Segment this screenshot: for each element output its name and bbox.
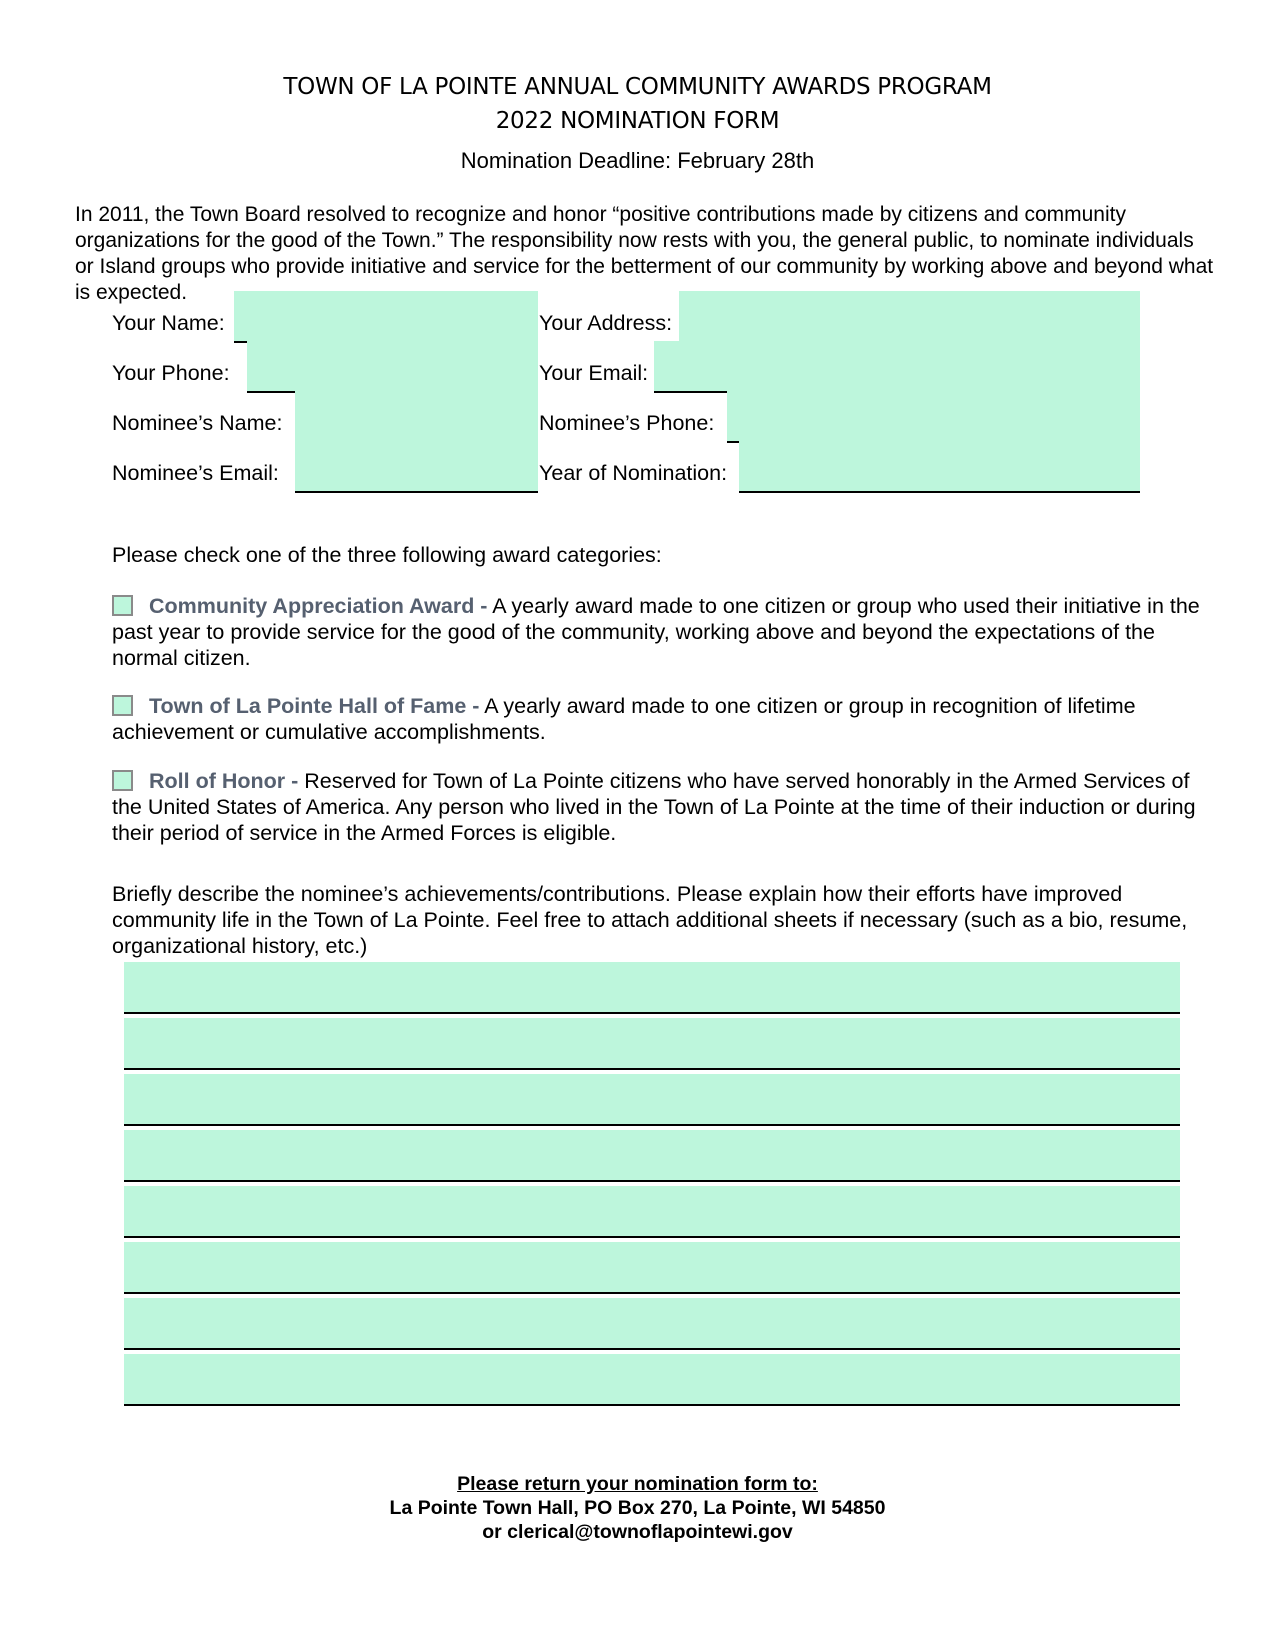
row-phone-email [112, 341, 1194, 393]
your-email-field[interactable] [654, 341, 1140, 393]
award-roll-of-honor [112, 768, 1202, 846]
nominee-name-field[interactable] [295, 391, 538, 443]
community-appreciation-checkbox[interactable] [112, 595, 133, 616]
award-title: Town of La Pointe Hall of Fame - [149, 694, 480, 718]
year-of-nomination-label: Year of Nomination: [539, 461, 728, 485]
your-address-label: Your Address: [539, 311, 673, 335]
award-title: Roll of Honor - [149, 769, 299, 793]
nominee-name-label: Nominee’s Name: [112, 411, 283, 435]
your-phone-field[interactable] [247, 341, 538, 393]
award-title: Community Appreciation Award - [149, 594, 488, 618]
award-description: Reserved for Town of La Pointe citizens who have served honorably in the Armed Services of the United States of America. Any person who lived in the Town of La Pointe at the time of their induction or during their period of service in the Armed Forces is eligible. [112, 769, 1196, 845]
description-line-4[interactable] [124, 1130, 1180, 1182]
award-description: A yearly award made to one citizen or group in recognition of lifetime achievement or cumulative accomplishments. [112, 694, 1136, 744]
return-address: La Pointe Town Hall, PO Box 270, La Pointe, WI 54850 [389, 1497, 886, 1519]
nominee-email-field[interactable] [295, 441, 538, 493]
form-title: TOWN OF LA POINTE ANNUAL COMMUNITY AWARDS PROGRAM [283, 74, 992, 100]
nominee-phone-label: Nominee’s Phone: [539, 411, 715, 435]
description-line-8[interactable] [124, 1354, 1180, 1406]
nominee-phone-field[interactable] [727, 391, 1140, 443]
your-name-field[interactable] [234, 291, 538, 343]
categories-prompt: Please check one of the three following award categories: [112, 543, 662, 567]
roll-of-honor-checkbox[interactable] [112, 770, 133, 791]
hall-of-fame-checkbox[interactable] [112, 695, 133, 716]
your-phone-label: Your Phone: [112, 361, 230, 385]
your-address-field[interactable] [679, 291, 1140, 343]
description-line-7[interactable] [124, 1298, 1180, 1350]
description-line-2[interactable] [124, 1018, 1180, 1070]
row-nominee-email-year [112, 441, 1194, 493]
return-email: or clerical@townoflapointewi.gov [482, 1521, 793, 1543]
row-nominee-name-phone [112, 391, 1194, 443]
row-name-address [112, 291, 1194, 343]
description-line-6[interactable] [124, 1242, 1180, 1294]
intro-paragraph: In 2011, the Town Board resolved to recognize and honor “positive contributions made by citizens and community organizations for the good of the Town.” The responsibility now rests with you, the general public, to nominate individuals or Island groups who provide initiative and service for the betterment of our community by working above and beyond what is expected. [75, 203, 1214, 304]
nomination-deadline: Nomination Deadline: February 28th [460, 148, 815, 173]
nominee-email-label: Nominee’s Email: [112, 461, 279, 485]
award-hall-of-fame [112, 693, 1202, 745]
description-line-3[interactable] [124, 1074, 1180, 1126]
your-email-label: Your Email: [539, 361, 649, 385]
award-description: A yearly award made to one citizen or group who used their initiative in the past year to provide service for the good of the community, working above and beyond the expectations of the normal citizen. [112, 594, 1200, 670]
description-line-1[interactable] [124, 962, 1180, 1014]
year-of-nomination-field[interactable] [739, 441, 1140, 493]
describe-prompt: Briefly describe the nominee’s achievements/contributions. Please explain how their efforts have improved community life in the Town of La Pointe. Feel free to attach additional sheets if necessary (such as a bio, resume, organizational history, etc.) [112, 882, 1188, 958]
award-community-appreciation [112, 593, 1202, 671]
form-subtitle: 2022 NOMINATION FORM [495, 108, 780, 134]
return-heading: Please return your nomination form to: [457, 1473, 818, 1495]
your-name-label: Your Name: [112, 311, 225, 335]
description-line-5[interactable] [124, 1186, 1180, 1238]
